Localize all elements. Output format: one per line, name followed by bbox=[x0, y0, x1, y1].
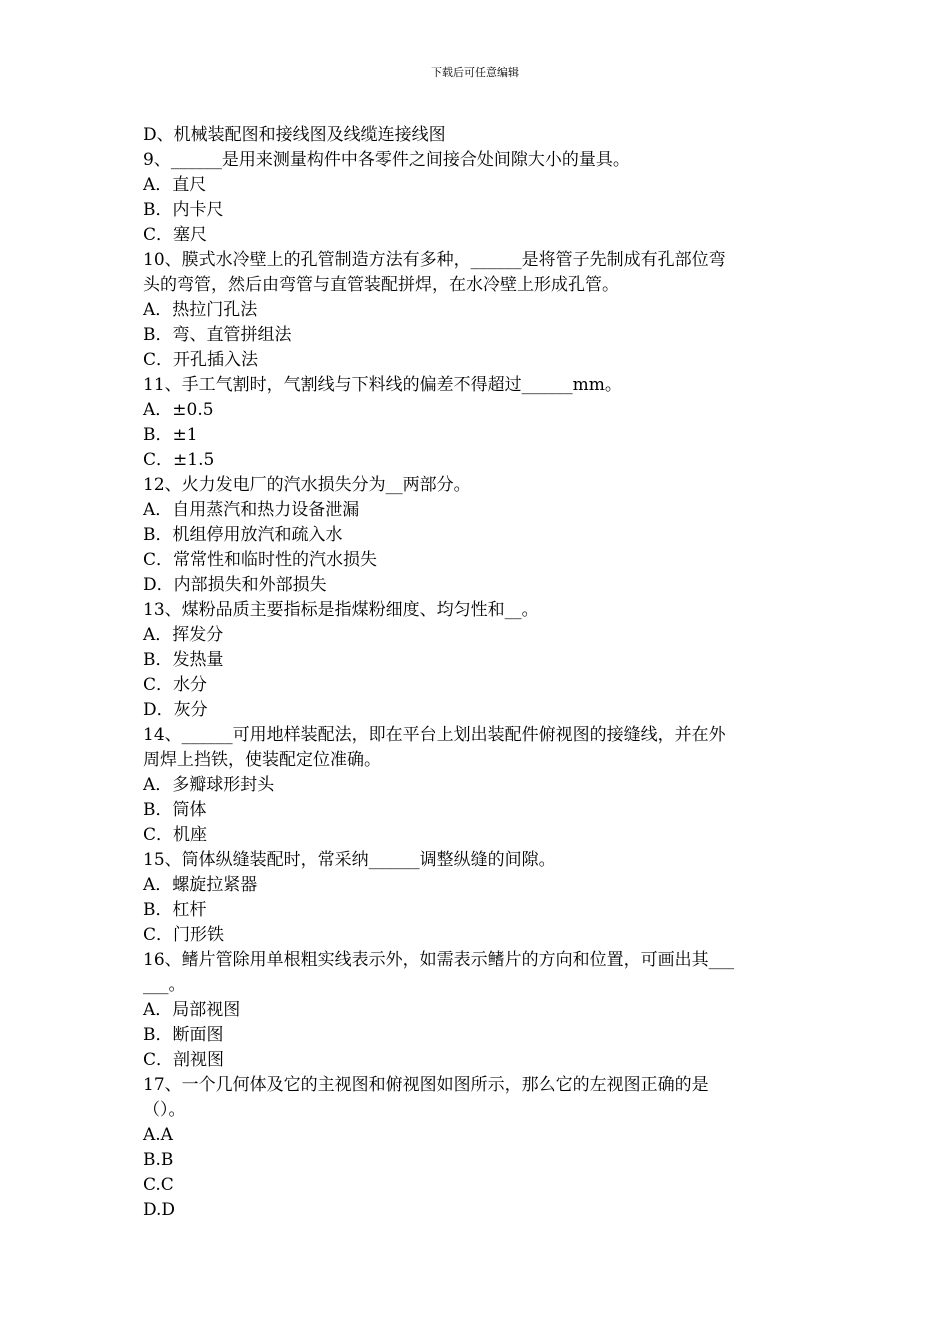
text-line: D.D bbox=[143, 1200, 176, 1220]
text-line: 9、______是用来测量构件中各零件之间接合处间隙大小的量具。 bbox=[143, 150, 630, 170]
text-line: C．塞尺 bbox=[143, 225, 208, 245]
text-line: B．内卡尺 bbox=[143, 200, 224, 220]
text-line: A.A bbox=[143, 1125, 173, 1145]
text-line: 头的弯管，然后由弯管与直管装配拼焊，在水冷壁上形成孔管。 bbox=[143, 275, 619, 295]
text-line: 12、火力发电厂的汽水损失分为__两部分。 bbox=[143, 475, 471, 495]
text-line: C．机座 bbox=[143, 825, 208, 845]
page-header: 下载后可任意编辑 bbox=[431, 66, 519, 79]
text-line: A．挥发分 bbox=[143, 625, 224, 645]
text-line: ___。 bbox=[143, 975, 186, 995]
text-line: B．杠杆 bbox=[143, 900, 207, 920]
text-line: 周焊上挡铁，使装配定位准确。 bbox=[143, 750, 381, 770]
text-line: C．开孔插入法 bbox=[143, 350, 259, 370]
text-line: B．±1 bbox=[143, 425, 198, 445]
text-line: C．门形铁 bbox=[143, 925, 225, 945]
text-line: B．筒体 bbox=[143, 800, 207, 820]
text-line: 13、煤粉品质主要指标是指煤粉细度、均匀性和__。 bbox=[143, 600, 539, 620]
text-line: C．±1.5 bbox=[143, 450, 215, 470]
text-line: 16、鳍片管除用单根粗实线表示外，如需表示鳍片的方向和位置，可画出其___ bbox=[143, 950, 735, 970]
text-line: B．机组停用放汽和疏入水 bbox=[143, 525, 343, 545]
text-line: D．灰分 bbox=[143, 700, 208, 720]
text-line: 15、筒体纵缝装配时，常采纳______调整纵缝的间隙。 bbox=[143, 850, 556, 870]
text-line: C.C bbox=[143, 1175, 174, 1195]
text-line: 10、膜式水冷壁上的孔管制造方法有多种，______是将管子先制成有孔部位弯 bbox=[143, 250, 726, 270]
text-line: C．常常性和临时性的汽水损失 bbox=[143, 550, 378, 570]
document-body bbox=[143, 123, 813, 1223]
text-line: 11、手工气割时，气割线与下料线的偏差不得超过______mm。 bbox=[143, 375, 622, 395]
text-line: D、机械装配图和接线图及线缆连接线图 bbox=[143, 125, 446, 145]
text-line: C．剖视图 bbox=[143, 1050, 225, 1070]
text-line: A．热拉门孔法 bbox=[143, 300, 258, 320]
text-line: A．±0.5 bbox=[143, 400, 214, 420]
text-line: A．自用蒸汽和热力设备泄漏 bbox=[143, 500, 360, 520]
text-line: 17、一个几何体及它的主视图和俯视图如图所示，那么它的左视图正确的是 bbox=[143, 1075, 709, 1095]
text-line: B．断面图 bbox=[143, 1025, 224, 1045]
text-line: A．多瓣球形封头 bbox=[143, 775, 275, 795]
text-line: B.B bbox=[143, 1150, 174, 1170]
text-line: （）。 bbox=[143, 1100, 186, 1120]
text-line: D．内部损失和外部损失 bbox=[143, 575, 327, 595]
text-line: A．螺旋拉紧器 bbox=[143, 875, 258, 895]
text-line: B．发热量 bbox=[143, 650, 224, 670]
text-line: A．局部视图 bbox=[143, 1000, 241, 1020]
text-line: C．水分 bbox=[143, 675, 208, 695]
text-line: 14、______可用地样装配法，即在平台上划出装配件俯视图的接缝线，并在外 bbox=[143, 725, 726, 745]
text-line: A．直尺 bbox=[143, 175, 207, 195]
text-line: B．弯、直管拼组法 bbox=[143, 325, 292, 345]
